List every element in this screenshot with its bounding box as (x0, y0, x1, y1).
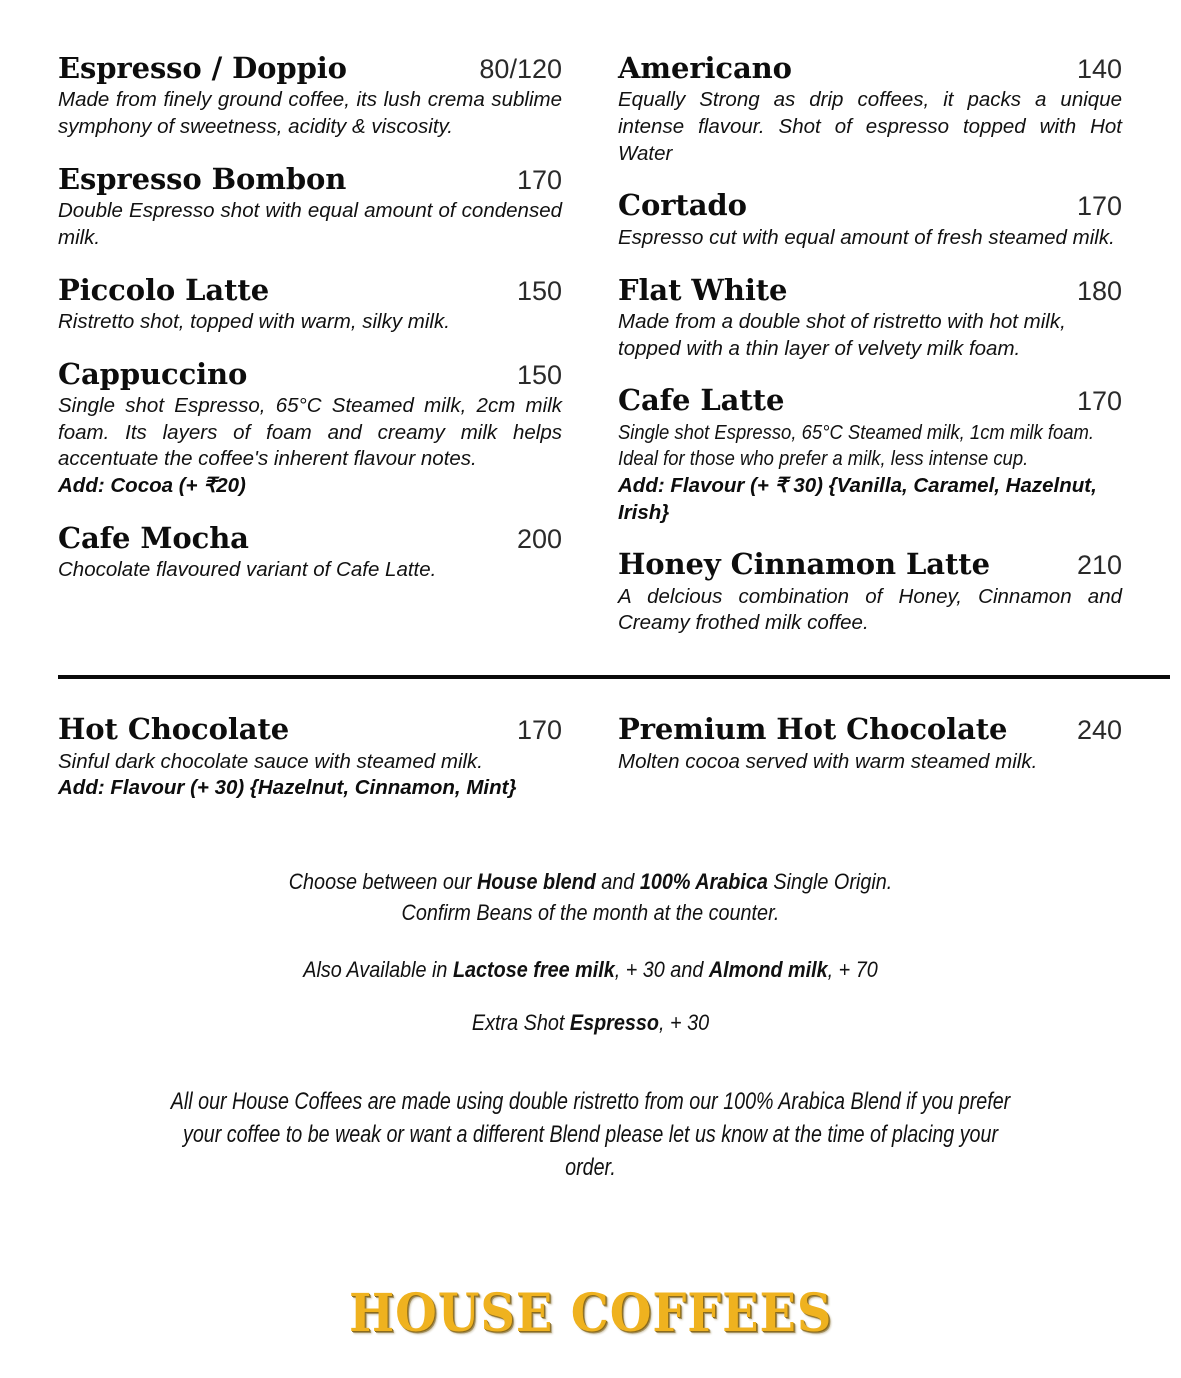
menu-column-left (58, 52, 562, 659)
menu-item-price: 240 (1076, 715, 1122, 746)
menu-item-header (618, 548, 1122, 580)
menu-item-price: 170 (1076, 191, 1122, 222)
menu-item-header (58, 713, 562, 745)
note-almond-milk: Almond milk (708, 957, 828, 983)
note-blend-choice (111, 866, 1070, 897)
hot-chocolate-section (58, 713, 1123, 824)
menu-item-description: Single shot Espresso, 65°C Steamed milk, 2cm milk foam. Its layers of foam and creamy milk helps accentuate the coffee's inherent flavour notes. (58, 394, 562, 471)
note-text: and (595, 868, 640, 894)
menu-item-name: Flat White (618, 272, 788, 307)
menu-item-price: 180 (1076, 275, 1122, 306)
menu-item-description: Single shot Espresso, 65°C Steamed milk, 1cm milk foam. Ideal for those who prefer a milk, less intense cup. (618, 420, 1094, 471)
menu-item-price: 200 (516, 523, 562, 554)
menu-item-name: Espresso / Doppio (58, 51, 347, 85)
menu-column-left (58, 713, 562, 824)
note-espresso: Espresso (569, 1010, 660, 1036)
menu-item-addon: Add: Flavour (+ ₹ 30) {Vanilla, Caramel, Hazelnut, Irish} (618, 474, 1097, 524)
menu-item-header (58, 163, 562, 195)
menu-item-cortado[interactable] (618, 189, 1122, 251)
menu-item-addon: Add: Cocoa (+ ₹20) (58, 474, 246, 497)
menu-item-description: Sinful dark chocolate sauce with steamed milk. (58, 749, 484, 773)
menu-item-name: Espresso Bombon (58, 161, 347, 196)
menu-item-name: Honey Cinnamon Latte (618, 547, 990, 582)
note-text: Single Origin. (767, 868, 893, 894)
menu-item-name: Cappuccino (58, 356, 248, 391)
menu-item-header (58, 52, 562, 84)
menu-item-addon: Add: Flavour (+ 30) {Hazelnut, Cinnamon, Mint} (58, 776, 517, 800)
menu-item-name: Hot Chocolate (58, 712, 290, 747)
menu-item-description: Double Espresso shot with equal amount of condensed milk. (58, 199, 562, 249)
menu-notes (58, 866, 1123, 1184)
note-text: Extra Shot (471, 1010, 570, 1036)
menu-item-description: Ristretto shot, topped with warm, silky milk. (58, 309, 450, 333)
menu-item-hot-chocolate[interactable] (58, 713, 562, 802)
menu-item-header (58, 522, 562, 554)
note-milk-options (111, 954, 1070, 985)
menu-item-description: Chocolate flavoured variant of Cafe Latte. (58, 558, 437, 582)
menu-column-right (618, 713, 1122, 824)
menu-item-name: Americano (618, 51, 792, 85)
note-extra-shot (111, 1007, 1070, 1038)
menu-item-price: 170 (516, 715, 562, 746)
menu-item-espresso-doppio[interactable] (58, 52, 562, 141)
menu-item-header (58, 274, 562, 306)
menu-item-name: Cafe Latte (618, 383, 785, 418)
menu-item-price: 170 (516, 164, 562, 195)
note-lactose-free-milk: Lactose free milk (452, 957, 615, 983)
brand-title: HOUSE COFFEES (348, 1283, 833, 1344)
menu-item-header (618, 52, 1122, 84)
menu-item-price: 170 (1076, 386, 1122, 417)
menu-item-price: 140 (1076, 54, 1122, 84)
note-beans-of-month: Confirm Beans of the month at the counter. (401, 900, 780, 926)
menu-item-name: Piccolo Latte (58, 272, 270, 307)
menu-column-right (618, 52, 1122, 659)
menu-item-espresso-bombon[interactable] (58, 163, 562, 252)
menu-item-header (618, 274, 1122, 306)
note-text: Also Available in (303, 957, 453, 983)
brand-footer (0, 1283, 1181, 1344)
note-text: Choose between our (288, 868, 477, 894)
menu-item-name: Cafe Mocha (58, 520, 249, 555)
menu-item-description: A delcious combination of Honey, Cinnamon and Creamy frothed milk coffee. (618, 584, 1122, 635)
menu-item-name: Premium Hot Chocolate (618, 712, 1008, 747)
menu-item-description: Equally Strong as drip coffees, it packs a unique intense flavour. Shot of espresso topped with Hot Water (618, 88, 1122, 165)
menu-item-flat-white[interactable] (618, 274, 1122, 363)
menu-item-description: Molten cocoa served with warm steamed milk. (618, 749, 1038, 773)
menu-item-price: 80/120 (479, 54, 562, 84)
menu-item-cappuccino[interactable] (58, 358, 562, 500)
note-closing-paragraph: All our House Coffees are made using double ristretto from our 100% Arabica Blend if you prefer your coffee to be weak or want a different Blend please let us know at the time of placing your order. (170, 1087, 1011, 1181)
menu-item-header (58, 358, 562, 390)
menu-item-honey-cinnamon-latte[interactable] (618, 548, 1122, 637)
note-house-blend: House blend (476, 868, 596, 894)
menu-item-price: 150 (516, 359, 562, 390)
note-text: , + 30 (659, 1010, 710, 1036)
menu-item-name: Cortado (618, 188, 747, 223)
note-arabica: 100% Arabica (639, 868, 768, 894)
menu-item-price: 150 (516, 275, 562, 306)
note-text: , + 70 (827, 957, 878, 983)
menu-item-cafe-latte[interactable] (618, 384, 1122, 526)
menu-item-header (618, 189, 1122, 221)
menu-item-header (618, 713, 1122, 745)
menu-item-description: Made from finely ground coffee, its lush crema sublime symphony of sweetness, acidity & viscosity. (58, 88, 562, 139)
menu-item-description: Made from a double shot of ristretto with hot milk, topped with a thin layer of velvety milk foam. (618, 309, 1066, 360)
menu-item-cafe-mocha[interactable] (58, 522, 562, 584)
menu-item-description: Espresso cut with equal amount of fresh steamed milk. (618, 225, 1115, 249)
note-text: , + 30 and (614, 957, 709, 983)
menu-item-price: 210 (1076, 550, 1122, 581)
menu-item-premium-hot-chocolate[interactable] (618, 713, 1122, 775)
section-divider (58, 675, 1170, 679)
menu-item-header (618, 384, 1122, 416)
menu-item-americano[interactable] (618, 52, 1122, 167)
coffee-menu-section (58, 52, 1123, 659)
menu-item-piccolo-latte[interactable] (58, 274, 562, 336)
